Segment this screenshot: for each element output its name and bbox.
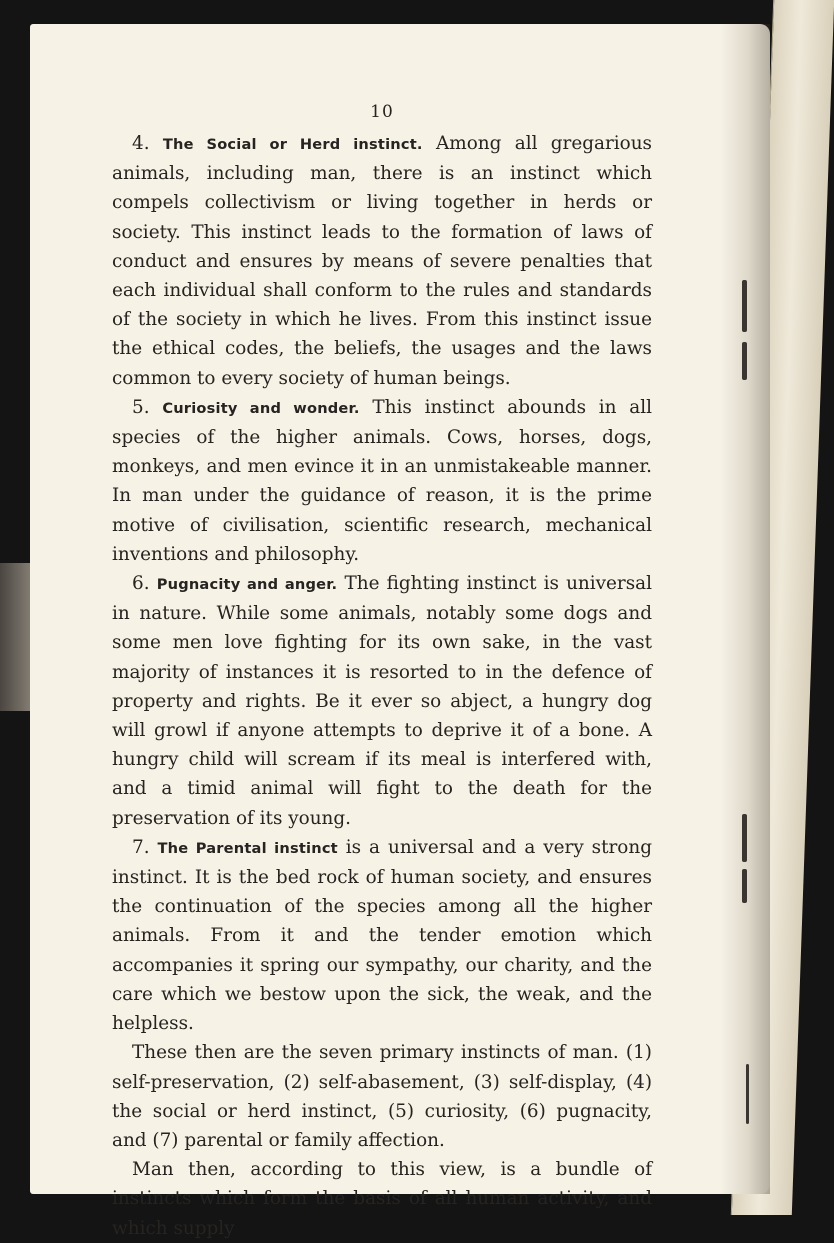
paragraph-summary: These then are the seven primary instincts of man. (1) self-preservation, (2) self-abasement, (3) self-display, (4) the social or herd instinct, (5) curiosity, (6) pugnacity, and (7) parental or family affection. — [112, 1042, 652, 1151]
section-heading: Pugnacity and anger. — [156, 576, 338, 594]
paragraph-body: The fighting instinct is universal in nature. While some animals, notably some dogs and some men love fighting for its own sake, in the vast majority of instances it is resorted to in the defence of property and rights. Be it ever so abject, a hungry dog will growl if anyone attempts to deprive it of a bone. A hungry child will scream if its meal is interfered with, and a timid animal will fight to the death for the preservation of its young. — [112, 573, 652, 829]
item-number: 7. — [132, 836, 150, 858]
ink-bleed-mark — [746, 1064, 749, 1124]
page-gutter-shade — [720, 24, 770, 1194]
paragraph-body: is a universal and a very strong instinct. It is the bed rock of human society, and ensures the continuation of the species among all the higher animals. From it and the tender emotion which accompanies it spring our sympathy, our charity, and the care which we bestow upon the sick, the weak, and the helpless. — [112, 836, 652, 1035]
paragraph-parental-instinct — [112, 833, 652, 1038]
item-number: 5. — [132, 396, 150, 418]
paragraph-pugnacity — [112, 569, 652, 833]
page-text — [112, 100, 652, 1243]
section-heading: Curiosity and wonder. — [162, 399, 360, 417]
section-heading: The Parental instinct — [157, 839, 338, 857]
book-page — [30, 24, 770, 1239]
paragraph-body: Among all gregarious animals, including man, there is an instinct which compels collectivism or living together in herds or society. This instinct leads to the formation of laws of conduct and ensures by means of severe penalties that each individual shall conform to the rules and standards of the society in which he lives. From this instinct issue the ethical codes, the beliefs, the usages and the laws common to every society of human beings. — [112, 133, 652, 389]
paragraph-body: This instinct abounds in all species of the higher animals. Cows, horses, dogs, monkeys, and men evince it in an unmistakeable manner. In man under the guidance of reason, it is the prime motive of civilisation, scientific research, mechanical inventions and philosophy. — [112, 396, 652, 565]
page-number: 10 — [370, 102, 394, 122]
paragraph-curiosity — [112, 393, 652, 569]
ink-bleed-mark — [742, 814, 747, 862]
ink-bleed-mark — [742, 280, 747, 332]
paragraph-social-instinct — [112, 129, 652, 393]
ink-bleed-mark — [742, 869, 747, 903]
item-number: 4. — [132, 133, 150, 154]
item-number: 6. — [132, 573, 150, 595]
paragraph-closing: Man then, according to this view, is a bundle of instincts which form the basis of all human activity, and which supply — [112, 1159, 652, 1239]
ink-bleed-mark — [742, 342, 747, 380]
section-heading: The Social or Herd instinct. — [162, 136, 423, 153]
